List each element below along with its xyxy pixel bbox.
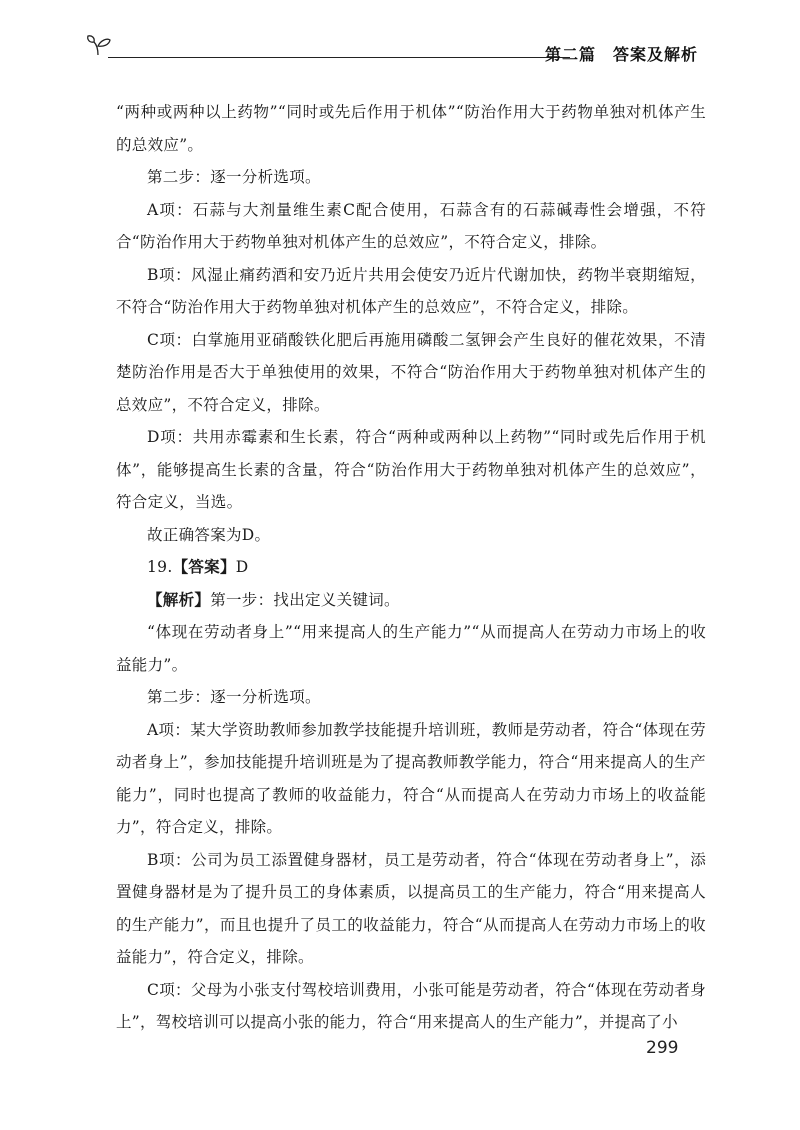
page-number: 299: [646, 1038, 679, 1058]
paragraph: B项：公司为员工添置健身器材，员工是劳动者，符合“体现在劳动者身上”，添置健身器材是为了提升员工的身体素质，以提高员工的生产能力，符合“用来提高人的生产能力”，而且也提升了员工的收益能力，符合“从而提高人在劳动力市场上的收益能力”，符合定义，排除。: [116, 850, 706, 966]
question-number: 19.: [147, 558, 173, 576]
paragraph: 第二步：逐一分析选项。: [147, 168, 321, 186]
page-content: [116, 96, 706, 1039]
paragraph: A项：石蒜与大剂量维生素C配合使用，石蒜含有的石蒜碱毒性会增强，不符合“防治作用大于药物单独对机体产生的总效应”，不符合定义，排除。: [116, 200, 706, 251]
sprout-icon: [86, 34, 112, 56]
analysis-tag: 【解析】: [147, 590, 211, 609]
answer-value: D: [235, 558, 249, 576]
paragraph: “两种或两种以上药物”“同时或先后作用于机体”“防治作用大于药物单独对机体产生的总效应”。: [116, 103, 706, 154]
paragraph: C项：白掌施用亚硝酸铁化肥后再施用磷酸二氢钾会产生良好的催花效果，不清楚防治作用是否大于单独使用的效果，不符合“防治作用大于药物单独对机体产生的总效应”，不符合定义，排除。: [116, 330, 706, 414]
paragraph: D项：共用赤霉素和生长素，符合“两种或两种以上药物”“同时或先后作用于机体”，能够提高生长素的含量，符合“防治作用大于药物单独对机体产生的总效应”，符合定义，当选。: [116, 428, 706, 511]
answer-line: [116, 551, 706, 584]
paragraph: B项：风湿止痛药酒和安乃近片共用会使安乃近片代谢加快，药物半衰期缩短，不符合“防治作用大于药物单独对机体产生的总效应”，不符合定义，排除。: [116, 265, 706, 316]
paragraph: 第一步：找出定义关键词。: [210, 590, 400, 609]
paragraph: “体现在劳动者身上”“用来提高人的生产能力”“从而提高人在劳动力市场上的收益能力”。: [116, 623, 706, 674]
paragraph: 故正确答案为D。: [147, 525, 271, 544]
paragraph: 第二步：逐一分析选项。: [147, 688, 321, 706]
header-rule: [108, 57, 570, 58]
analysis-line: [116, 584, 706, 617]
paragraph: A项：某大学资助教师参加教学技能提升培训班，教师是劳动者，符合“体现在劳动者身上”，参加技能提升培训班是为了提高教师教学能力，符合“用来提高人的生产能力”，同时也提高了教师的收益能力，符合“从而提高人在劳动力市场上的收益能力”，符合定义，排除。: [116, 720, 706, 836]
answer-tag: 【答案】: [172, 558, 236, 576]
page-header: [86, 30, 698, 70]
header-title: 第二篇 答案及解析: [544, 45, 698, 64]
paragraph: C项：父母为小张支付驾校培训费用，小张可能是劳动者，符合“体现在劳动者身上”，驾校培训可以提高小张的能力，符合“用来提高人的生产能力”，并提高了小: [116, 980, 706, 1031]
